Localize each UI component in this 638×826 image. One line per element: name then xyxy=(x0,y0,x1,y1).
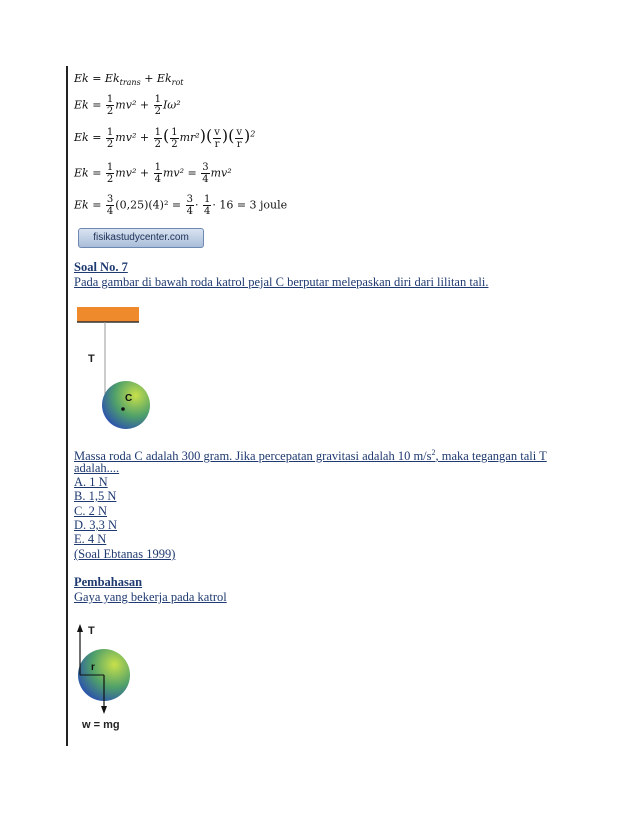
equation-3: Ek = $\frac{1}{2}$ mv² + $\frac{1}{2}$ ( $\frac{1}{2}$ mr²)( $\frac{v}{r}$ )( $\frac{v}{r}$ )$^2$ xyxy=(74,126,256,150)
ceiling-block xyxy=(77,307,139,322)
soal-source: (Soal Ebtanas 1999) xyxy=(74,547,176,561)
label-r: r xyxy=(91,662,95,673)
equation-5: Ek = $\frac{3}{4}$ (0,25)(4)² = $\frac{3}{4}$ · $\frac{1}{4}$ · 16 = 3 joule xyxy=(74,194,288,217)
equation-2: Ek = $\frac{1}{2}$ mv² + $\frac{1}{2}$ Iω² xyxy=(74,94,181,117)
option-e: E. 4 N xyxy=(74,532,107,546)
label-t: T xyxy=(88,353,95,365)
equation-1: $Ek = Ek_{trans} + Ek_{rot}$ xyxy=(74,72,184,88)
watermark-badge: fisikastudycenter.com xyxy=(78,228,204,248)
pembahasan-text: Gaya yang bekerja pada katrol xyxy=(74,590,227,604)
left-margin-rule xyxy=(66,66,68,746)
soal-title: Soal No. 7 xyxy=(74,260,128,274)
tension-arrowhead xyxy=(77,624,83,632)
label-w: w = mg xyxy=(82,719,120,731)
pulley-figure-1 xyxy=(74,305,154,430)
label-t: T xyxy=(88,625,95,637)
pulley-wheel-c xyxy=(102,381,150,429)
question-line-1: Massa roda C adalah 300 gram. Jika percepatan gravitasi adalah 10 $m/s^2$, maka tegangan tali T xyxy=(74,448,547,464)
pembahasan-title: Pembahasan xyxy=(74,575,143,589)
center-dot xyxy=(121,407,125,411)
soal-intro: Pada gambar di bawah roda katrol pejal C berputar melepaskan diri dari lilitan tali. xyxy=(74,275,489,289)
option-a: A. 1 N xyxy=(74,475,108,489)
label-c: C xyxy=(125,393,133,404)
weight-arrowhead xyxy=(101,706,107,714)
option-b: B. 1,5 N xyxy=(74,489,117,503)
equation-4: Ek = $\frac{1}{2}$ mv² + $\frac{1}{4}$ mv² = $\frac{3}{4}$ mv² xyxy=(74,162,232,185)
free-body-figure xyxy=(74,618,164,733)
option-d: D. 3,3 N xyxy=(74,518,118,532)
question-line-2: adalah.... xyxy=(74,461,120,475)
option-c: C. 2 N xyxy=(74,504,107,518)
